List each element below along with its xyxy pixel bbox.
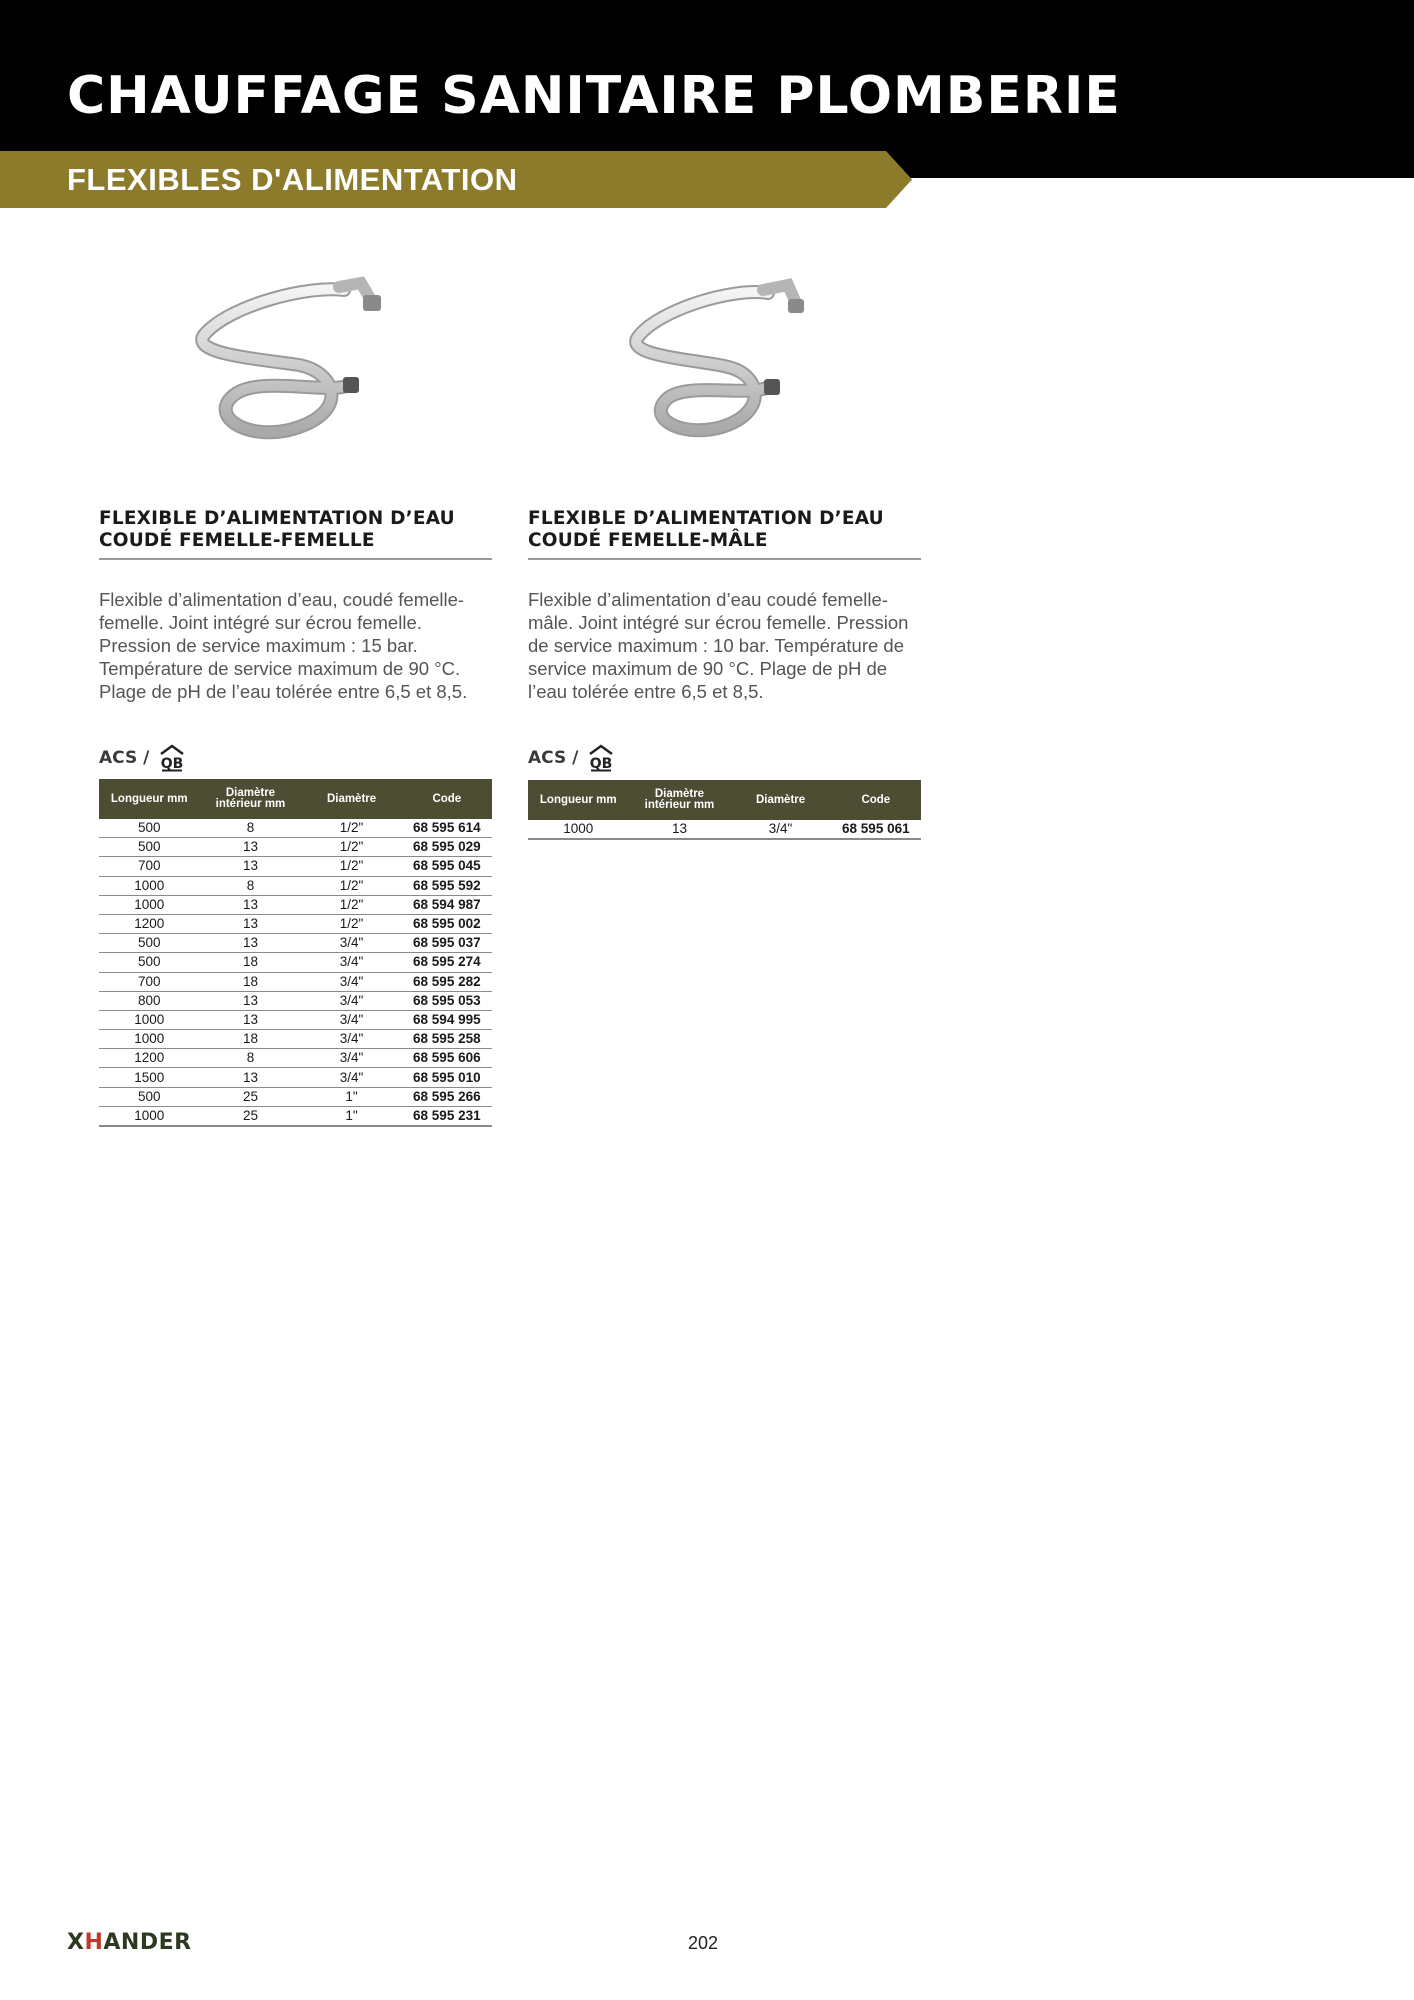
col-header-longueur: Longueur mm [99, 779, 199, 819]
brand-suffix: ANDER [103, 1930, 192, 1955]
flexible-hose-image [618, 265, 818, 445]
cell-longueur: 1000 [528, 820, 628, 839]
cell-diametre: 1/2" [301, 895, 401, 914]
cell-longueur: 500 [99, 1087, 199, 1106]
flexible-hose-image [189, 265, 389, 445]
qb-certification-icon [159, 744, 185, 772]
table-header-row [99, 779, 492, 819]
cell-diametre-interieur: 8 [199, 1049, 301, 1068]
cell-longueur: 500 [99, 934, 199, 953]
cell-longueur: 500 [99, 953, 199, 972]
certification [99, 743, 185, 773]
certification [528, 743, 614, 773]
col-header-code: Code [402, 779, 492, 819]
table-row [99, 857, 492, 876]
cell-code: 68 595 606 [402, 1049, 492, 1068]
cell-diametre-interieur: 13 [199, 991, 301, 1010]
cell-longueur: 500 [99, 819, 199, 838]
cell-diametre-interieur: 13 [628, 820, 730, 839]
cert-label: ACS / [99, 748, 150, 768]
product-name-line-2: COUDÉ FEMELLE-FEMELLE [99, 530, 375, 551]
table-row [99, 953, 492, 972]
cell-code: 68 595 231 [402, 1106, 492, 1126]
col-header-code: Code [831, 780, 921, 820]
cell-code: 68 594 995 [402, 1010, 492, 1029]
cell-diametre-interieur: 13 [199, 1010, 301, 1029]
cell-diametre-interieur: 18 [199, 972, 301, 991]
cell-diametre: 1/2" [301, 819, 401, 838]
cell-code: 68 595 010 [402, 1068, 492, 1087]
cell-longueur: 700 [99, 972, 199, 991]
cell-longueur: 1000 [99, 1106, 199, 1126]
product-name [99, 508, 492, 560]
table-row [99, 914, 492, 933]
qb-certification-icon [588, 744, 614, 772]
cell-diametre: 3/4" [301, 1068, 401, 1087]
product-name-line-2: COUDÉ FEMELLE-MÂLE [528, 530, 768, 551]
cell-diametre: 1/2" [301, 838, 401, 857]
cell-diametre: 1" [301, 1087, 401, 1106]
col-header-diametre: Diamètre [730, 780, 830, 820]
cell-diametre-interieur: 18 [199, 953, 301, 972]
table-row [99, 838, 492, 857]
cell-diametre: 3/4" [301, 991, 401, 1010]
table-row [99, 1068, 492, 1087]
brand-accent: H [84, 1930, 104, 1955]
product-description: Flexible d’alimentation d’eau coudé femelle-mâle. Joint intégré sur écrou femelle. Pression de service maximum : 10 bar. Température de service maximum de 90 °C. Plage de pH de l’eau tolérée entre 6,5 et 8,5. [528, 589, 909, 702]
table-row [99, 934, 492, 953]
cell-diametre-interieur: 13 [199, 914, 301, 933]
product-name [528, 508, 921, 560]
table-row [99, 876, 492, 895]
brand-logo [67, 1930, 192, 1955]
cell-diametre: 3/4" [301, 1030, 401, 1049]
cell-diametre-interieur: 13 [199, 895, 301, 914]
cell-diametre-interieur: 13 [199, 857, 301, 876]
table-header-row [528, 780, 921, 820]
cell-diametre: 3/4" [301, 934, 401, 953]
cell-code: 68 595 061 [831, 820, 921, 839]
cell-longueur: 1000 [99, 1010, 199, 1029]
cell-code: 68 595 053 [402, 991, 492, 1010]
col-header-diametre-interieur: Diamètre intérieur mm [628, 780, 730, 820]
cell-code: 68 595 282 [402, 972, 492, 991]
cell-diametre-interieur: 25 [199, 1106, 301, 1126]
cell-diametre-interieur: 18 [199, 1030, 301, 1049]
table-row [99, 1049, 492, 1068]
cell-code: 68 595 037 [402, 934, 492, 953]
cell-diametre: 3/4" [301, 972, 401, 991]
cell-diametre: 1/2" [301, 857, 401, 876]
cell-diametre: 1/2" [301, 876, 401, 895]
cell-code: 68 595 266 [402, 1087, 492, 1106]
cell-diametre-interieur: 8 [199, 819, 301, 838]
cell-longueur: 1000 [99, 895, 199, 914]
product-description: Flexible d’alimentation d’eau, coudé femelle-femelle. Joint intégré sur écrou femelle. Pression de service maximum : 15 bar. Température de service maximum de 90 °C. Plage de pH de l’eau tolérée entre 6,5 et 8,5. [99, 589, 468, 702]
cell-longueur: 700 [99, 857, 199, 876]
table-row [99, 1106, 492, 1126]
cell-code: 68 594 987 [402, 895, 492, 914]
cell-longueur: 800 [99, 991, 199, 1010]
table-row [99, 1030, 492, 1049]
cert-label: ACS / [528, 748, 579, 768]
page-title: CHAUFFAGE SANITAIRE PLOMBERIE [67, 66, 1121, 126]
svg-text:QB: QB [590, 756, 613, 772]
cell-diametre: 3/4" [301, 1049, 401, 1068]
cell-longueur: 1200 [99, 1049, 199, 1068]
spec-table [528, 780, 921, 840]
cell-longueur: 1000 [99, 1030, 199, 1049]
product-name-line-1: FLEXIBLE D’ALIMENTATION D’EAU [528, 508, 884, 529]
table-row [528, 820, 921, 839]
cell-code: 68 595 029 [402, 838, 492, 857]
cell-diametre-interieur: 13 [199, 1068, 301, 1087]
cell-longueur: 1200 [99, 914, 199, 933]
cell-diametre: 3/4" [301, 953, 401, 972]
table-row [99, 1087, 492, 1106]
table-row [99, 991, 492, 1010]
cell-longueur: 500 [99, 838, 199, 857]
product-name-line-1: FLEXIBLE D’ALIMENTATION D’EAU [99, 508, 455, 529]
cell-diametre: 3/4" [301, 1010, 401, 1029]
table-row [99, 895, 492, 914]
cell-code: 68 595 592 [402, 876, 492, 895]
cell-diametre-interieur: 13 [199, 934, 301, 953]
brand-prefix: X [67, 1930, 85, 1955]
cell-longueur: 1500 [99, 1068, 199, 1087]
cell-code: 68 595 002 [402, 914, 492, 933]
col-header-longueur: Longueur mm [528, 780, 628, 820]
cell-diametre: 3/4" [730, 820, 830, 839]
cell-code: 68 595 258 [402, 1030, 492, 1049]
cell-code: 68 595 045 [402, 857, 492, 876]
cell-diametre: 1" [301, 1106, 401, 1126]
cell-code: 68 595 274 [402, 953, 492, 972]
cell-diametre-interieur: 13 [199, 838, 301, 857]
section-title: FLEXIBLES D'ALIMENTATION [67, 162, 518, 197]
cell-diametre: 1/2" [301, 914, 401, 933]
cell-longueur: 1000 [99, 876, 199, 895]
col-header-diametre-interieur: Diamètre intérieur mm [199, 779, 301, 819]
spec-table [99, 779, 492, 1127]
table-row [99, 972, 492, 991]
cell-code: 68 595 614 [402, 819, 492, 838]
cell-diametre-interieur: 25 [199, 1087, 301, 1106]
table-row [99, 1010, 492, 1029]
svg-text:QB: QB [161, 756, 184, 772]
table-row [99, 819, 492, 838]
page-number: 202 [688, 1933, 719, 1953]
cell-diametre-interieur: 8 [199, 876, 301, 895]
col-header-diametre: Diamètre [301, 779, 401, 819]
